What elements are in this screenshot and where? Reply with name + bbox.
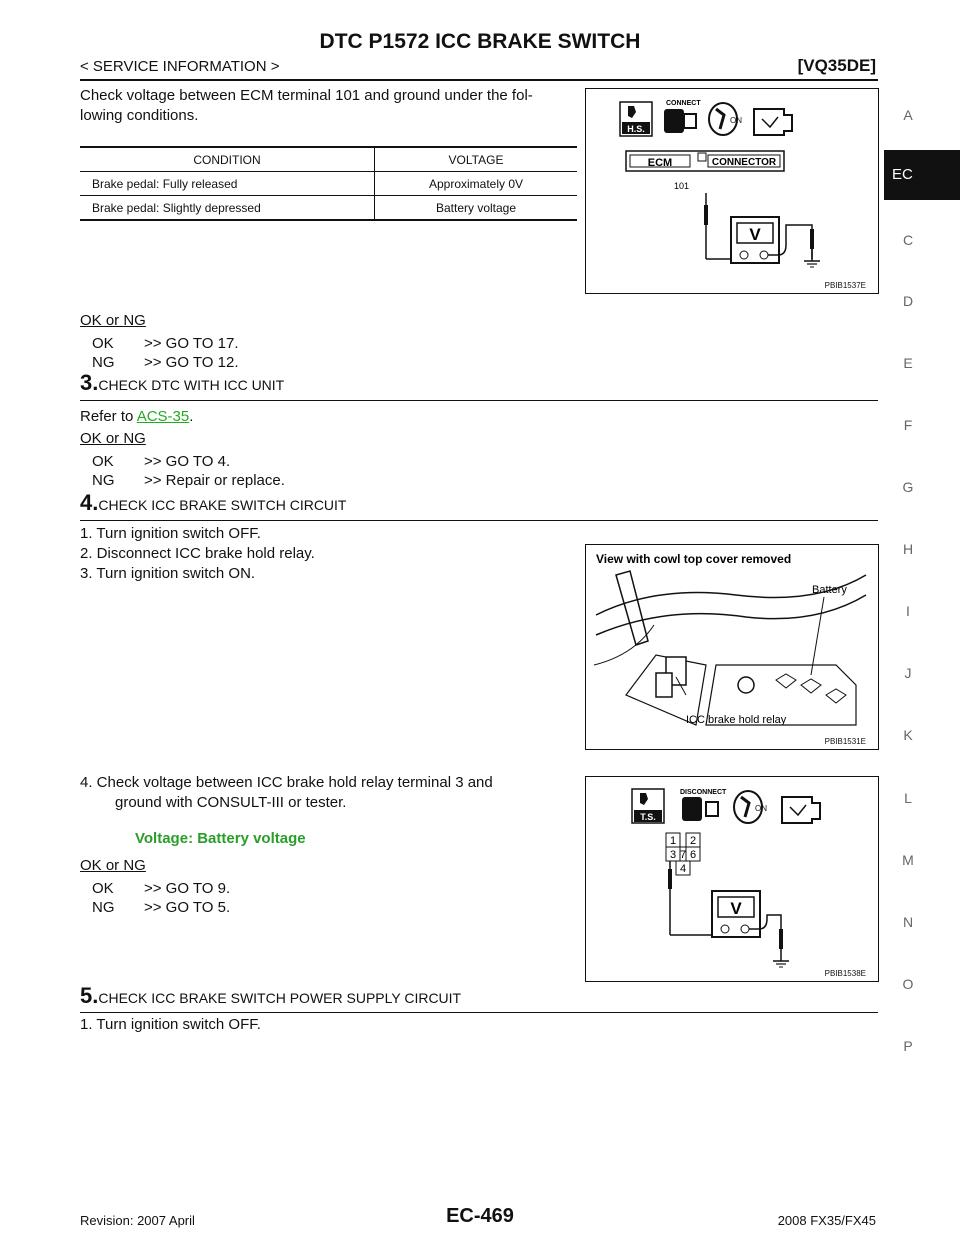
svg-text:ON: ON [730, 116, 742, 125]
step-number: 4. [80, 490, 99, 515]
ng-option [92, 898, 230, 917]
figure-engine-bay [585, 544, 879, 750]
pin-label: 6 [689, 849, 697, 861]
option-key: NG [92, 472, 115, 489]
step-number: 3. [80, 370, 99, 395]
side-index-k[interactable]: K [903, 727, 913, 743]
disconnect-label: DISCONNECT [680, 789, 727, 796]
ok-or-ng-heading: OK or NG [80, 430, 146, 447]
footer-page-number: EC-469 [446, 1205, 514, 1227]
side-index-e[interactable]: E [903, 355, 913, 371]
connect-label: CONNECT [666, 100, 701, 107]
option-action: >> GO TO 12. [144, 354, 239, 371]
table-cell: Brake pedal: Slightly depressed [80, 196, 375, 221]
side-tab-ec-active[interactable] [884, 150, 960, 200]
footer-model: 2008 FX35/FX45 [777, 1213, 876, 1228]
list-item: 3. Turn ignition switch ON. [80, 565, 256, 582]
side-index-l[interactable]: L [904, 790, 912, 806]
side-index-i[interactable]: I [906, 603, 910, 619]
side-index-m[interactable]: M [902, 852, 914, 868]
table-header-row [80, 147, 577, 172]
option-key: OK [92, 335, 114, 352]
pin-label: 3 [669, 849, 677, 861]
intro-line: lowing conditions. [80, 107, 199, 124]
relay-label: ICC brake hold relay [686, 714, 787, 726]
option-action: >> GO TO 9. [144, 880, 231, 897]
figure-code: PBIB1538E [824, 969, 866, 978]
refer-text: Refer to [80, 408, 137, 425]
option-action: >> Repair or replace. [144, 472, 285, 489]
engine-code: [VQ35DE] [797, 56, 876, 75]
step-5-heading [80, 983, 461, 1009]
table-header-cell: CONDITION [80, 147, 375, 172]
battery-label: Battery [812, 584, 847, 596]
footer-revision: Revision: 2007 April [80, 1213, 195, 1228]
side-index-f[interactable]: F [903, 417, 913, 433]
pin-label: 4 [679, 863, 687, 875]
voltmeter-icon [731, 217, 779, 263]
ignition-key-icon [734, 791, 767, 823]
connector-label: CONNECTOR [711, 157, 777, 168]
ecm-connector-shape [626, 151, 784, 171]
side-index-p[interactable]: P [903, 1038, 913, 1054]
ok-or-ng-heading: OK or NG [80, 857, 146, 874]
step-title-text: CHECK DTC WITH ICC UNIT [98, 377, 285, 393]
list-item: 4. Check voltage between ICC brake hold relay terminal 3 and [80, 774, 493, 791]
side-index-o[interactable]: O [902, 976, 914, 992]
figure-caption: View with cowl top cover removed [596, 552, 792, 566]
engine-icon [782, 797, 820, 823]
intro-paragraph [80, 86, 533, 126]
side-index-g[interactable]: G [902, 479, 914, 495]
step-5-list [80, 1015, 261, 1035]
step-3-heading [80, 370, 284, 396]
pin-label: 7 [679, 849, 687, 861]
relay-connector-pins [666, 833, 700, 875]
ignition-key-icon [709, 103, 742, 135]
step-title-text: CHECK ICC BRAKE SWITCH POWER SUPPLY CIRCUIT [98, 990, 462, 1006]
figure-code: PBIB1531E [824, 737, 866, 746]
header-rule [80, 79, 878, 81]
hs-label: H.S. [627, 124, 645, 134]
engine-icon [754, 109, 792, 135]
table-cell: Brake pedal: Fully released [80, 172, 375, 196]
step-4-list [80, 524, 315, 584]
step-number: 5. [80, 983, 99, 1008]
hand-hs-icon [620, 102, 652, 136]
option-key: OK [92, 880, 114, 897]
side-index-a[interactable]: A [903, 107, 913, 123]
engine-bay-illustration [586, 545, 878, 749]
terminal-number: 101 [674, 181, 690, 191]
section-rule [80, 520, 878, 521]
voltage-spec: Voltage: Battery voltage [135, 830, 306, 847]
ok-option [92, 452, 230, 471]
ng-option [92, 471, 285, 490]
figure-ecm-voltage [585, 88, 879, 294]
side-index-d[interactable]: D [902, 293, 914, 309]
section-subhead: < SERVICE INFORMATION > [80, 58, 280, 75]
side-tab-label: EC [892, 166, 913, 183]
table-cell: Battery voltage [375, 196, 578, 221]
figure-code: PBIB1537E [824, 281, 866, 290]
option-action: >> GO TO 5. [144, 899, 231, 916]
table-cell: Approximately 0V [375, 172, 578, 196]
option-action: >> GO TO 4. [144, 453, 231, 470]
ok-or-ng-heading: OK or NG [80, 312, 146, 329]
connect-icon [664, 100, 701, 133]
ecm-label: ECM [647, 157, 673, 169]
condition-voltage-table [80, 146, 577, 221]
acs-35-link[interactable]: ACS-35 [136, 408, 190, 425]
page-title: DTC P1572 ICC BRAKE SWITCH [319, 30, 641, 53]
step-title-text: CHECK ICC BRAKE SWITCH CIRCUIT [98, 497, 347, 513]
meter-label: V [730, 899, 742, 918]
ecm-wiring-diagram [586, 89, 878, 293]
intro-line: Check voltage between ECM terminal 101 and ground under the fol- [80, 87, 533, 104]
side-index-c[interactable]: C [902, 232, 914, 248]
side-index-n[interactable]: N [902, 914, 914, 930]
step-4-heading [80, 490, 346, 516]
option-key: NG [92, 354, 115, 371]
pin-label: 2 [689, 835, 697, 847]
side-index-h[interactable]: H [902, 541, 914, 557]
option-key: NG [92, 899, 115, 916]
side-index-j[interactable]: J [904, 665, 912, 681]
voltmeter-icon [712, 891, 760, 937]
option-key: OK [92, 453, 114, 470]
section-rule [80, 1012, 878, 1013]
hand-ts-icon [632, 789, 664, 823]
step-4-item-4 [80, 773, 580, 813]
list-item: 1. Turn ignition switch OFF. [80, 1016, 261, 1033]
ok-option [92, 879, 230, 898]
list-item: 2. Disconnect ICC brake hold relay. [80, 545, 315, 562]
refer-line [80, 407, 193, 427]
ok-option [92, 334, 239, 353]
table-header-cell: VOLTAGE [375, 147, 578, 172]
option-action: >> GO TO 17. [144, 335, 239, 352]
table-row [80, 172, 577, 196]
svg-text:ON: ON [755, 804, 767, 813]
list-item: 1. Turn ignition switch OFF. [80, 525, 261, 542]
pin-label: 1 [669, 835, 677, 847]
relay-wiring-diagram [586, 777, 878, 981]
list-item: ground with CONSULT-III or tester. [115, 794, 347, 811]
refer-text: . [189, 408, 194, 425]
section-rule [80, 400, 878, 401]
figure-relay-voltage [585, 776, 879, 982]
meter-label: V [749, 225, 761, 244]
table-row [80, 196, 577, 221]
ts-label: T.S. [640, 812, 656, 822]
disconnect-icon [680, 789, 727, 821]
